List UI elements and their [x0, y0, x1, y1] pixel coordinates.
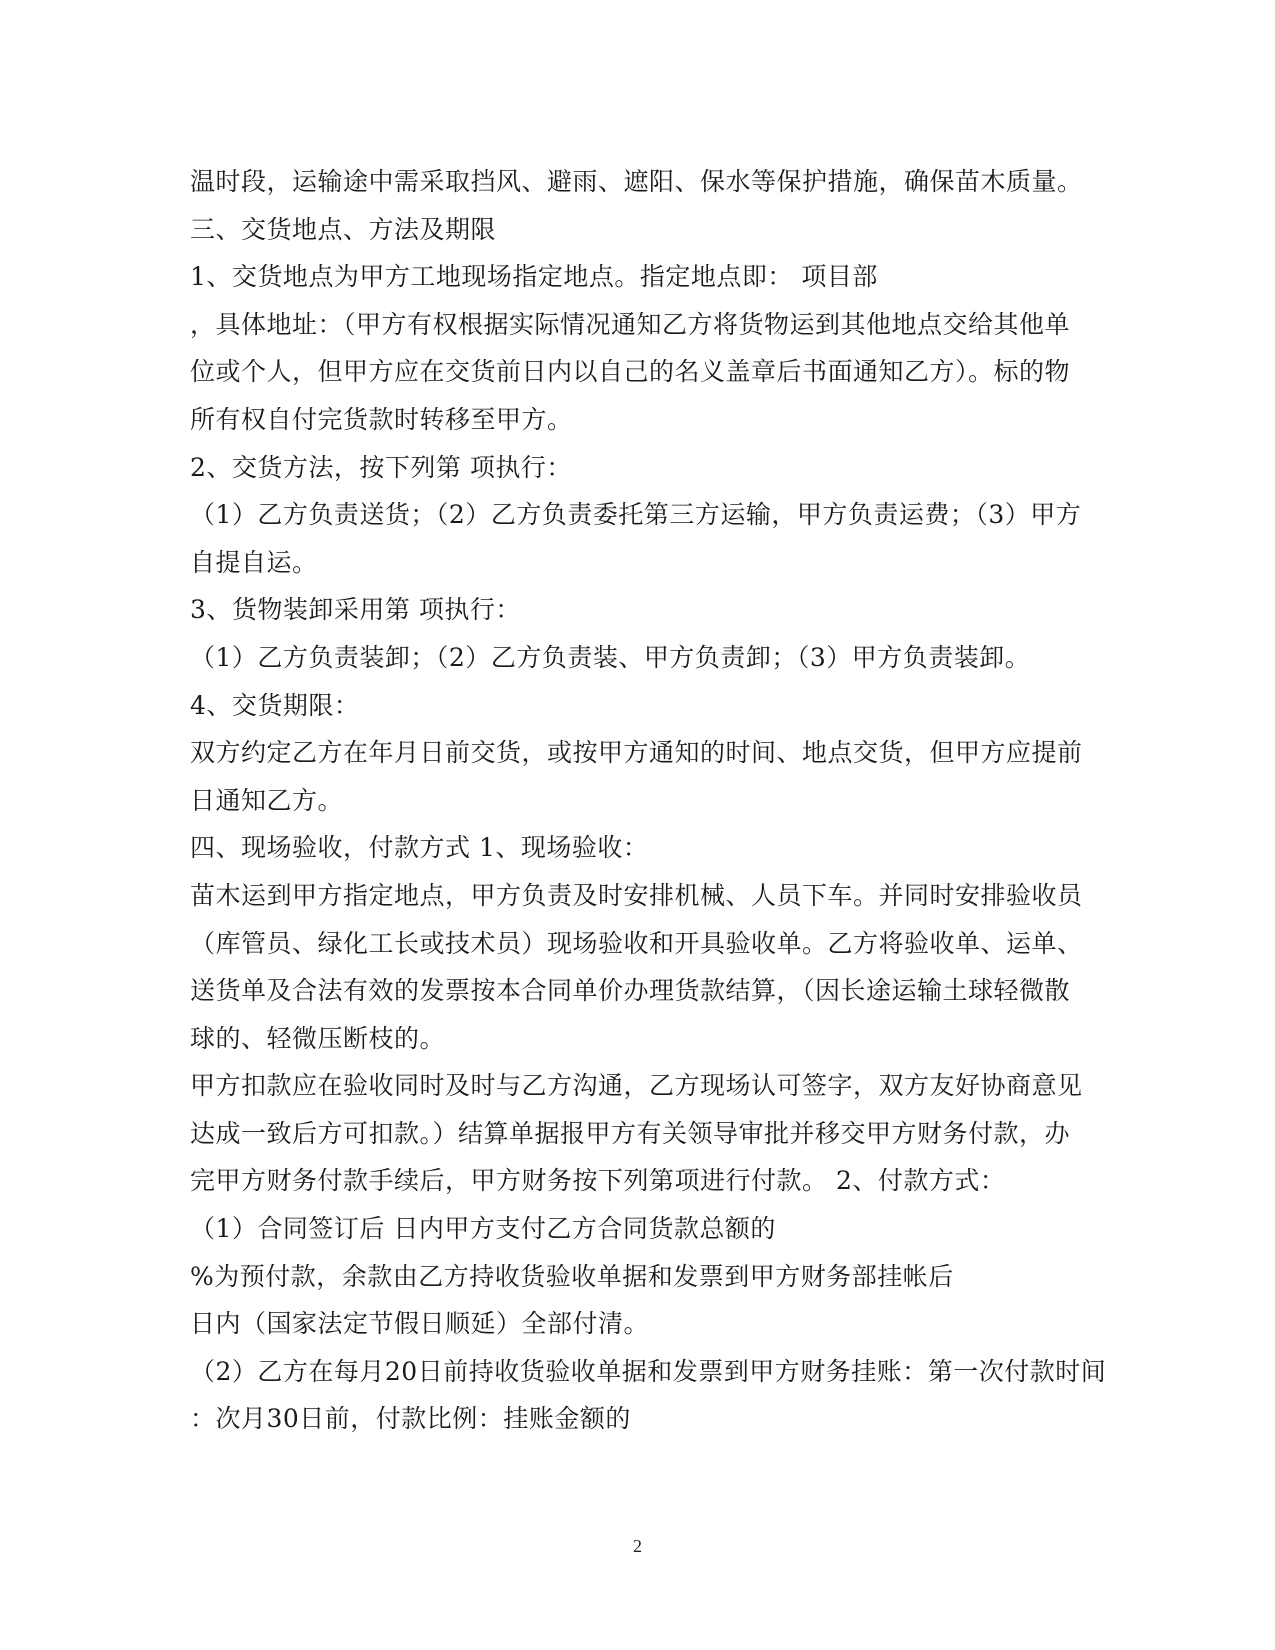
text-line: （2）乙方在每月20日前持收货验收单据和发票到甲方财务挂账：第一次付款时间	[190, 1356, 1107, 1386]
text-line: （1）乙方负责装卸；（2）乙方负责装、甲方负责卸；（3）甲方负责装卸。	[190, 642, 1031, 672]
text-line: 1、交货地点为甲方工地现场指定地点。指定地点即： 项目部	[190, 262, 878, 292]
text-line: 苗木运到甲方指定地点，甲方负责及时安排机械、人员下车。并同时安排验收员	[190, 880, 1083, 910]
text-line: 日通知乙方。	[190, 785, 344, 815]
document-body	[190, 158, 1107, 1443]
section-heading: 四、现场验收，付款方式 1、现场验收：	[190, 833, 649, 863]
text-line: ，具体地址：（甲方有权根据实际情况通知乙方将货物运到其他地点交给其他单	[190, 309, 1071, 339]
section-heading: 三、交货地点、方法及期限	[190, 214, 497, 244]
text-line: 所有权自付完货款时转移至甲方。	[190, 404, 573, 434]
text-line: 2、交货方法，按下列第 项执行：	[190, 452, 572, 482]
text-line: 送货单及合法有效的发票按本合同单价办理货款结算，（因长途运输土球轻微散	[190, 976, 1071, 1006]
text-line: ：次月30日前，付款比例：挂账金额的	[190, 1404, 631, 1434]
text-line: 完甲方财务付款手续后，甲方财务按下列第项进行付款。 2、付款方式：	[190, 1166, 1006, 1196]
text-line: （1）乙方负责送货；（2）乙方负责委托第三方运输，甲方负责运费；（3）甲方	[190, 500, 1082, 530]
text-line: （1）合同签订后 日内甲方支付乙方合同货款总额的	[190, 1214, 776, 1244]
text-line: 自提自运。	[190, 547, 318, 577]
text-line: %为预付款，余款由乙方持收货验收单据和发票到甲方财务部挂帐后	[190, 1261, 954, 1291]
text-line: 3、货物装卸采用第 项执行：	[190, 595, 521, 625]
text-line: 球的、轻微压断枝的。	[190, 1023, 446, 1053]
page-number: 2	[633, 1536, 642, 1556]
text-line: 位或个人，但甲方应在交货前日内以自己的名义盖章后书面通知乙方）。标的物	[190, 357, 1071, 387]
text-line: 温时段，运输途中需采取挡风、避雨、遮阳、保水等保护措施，确保苗木质量。	[190, 167, 1083, 196]
text-line: 4、交货期限：	[190, 690, 360, 720]
text-line: 双方约定乙方在年月日前交货，或按甲方通知的时间、地点交货，但甲方应提前	[190, 738, 1083, 768]
text-line: （库管员、绿化工长或技术员）现场验收和开具验收单。乙方将验收单、运单、	[190, 928, 1083, 958]
text-line: 日内（国家法定节假日顺延）全部付清。	[190, 1309, 650, 1339]
text-line: 达成一致后方可扣款。）结算单据报甲方有关领导审批并移交甲方财务付款，办	[190, 1118, 1071, 1148]
text-line: 甲方扣款应在验收同时及时与乙方沟通，乙方现场认可签字，双方友好协商意见	[190, 1071, 1083, 1101]
